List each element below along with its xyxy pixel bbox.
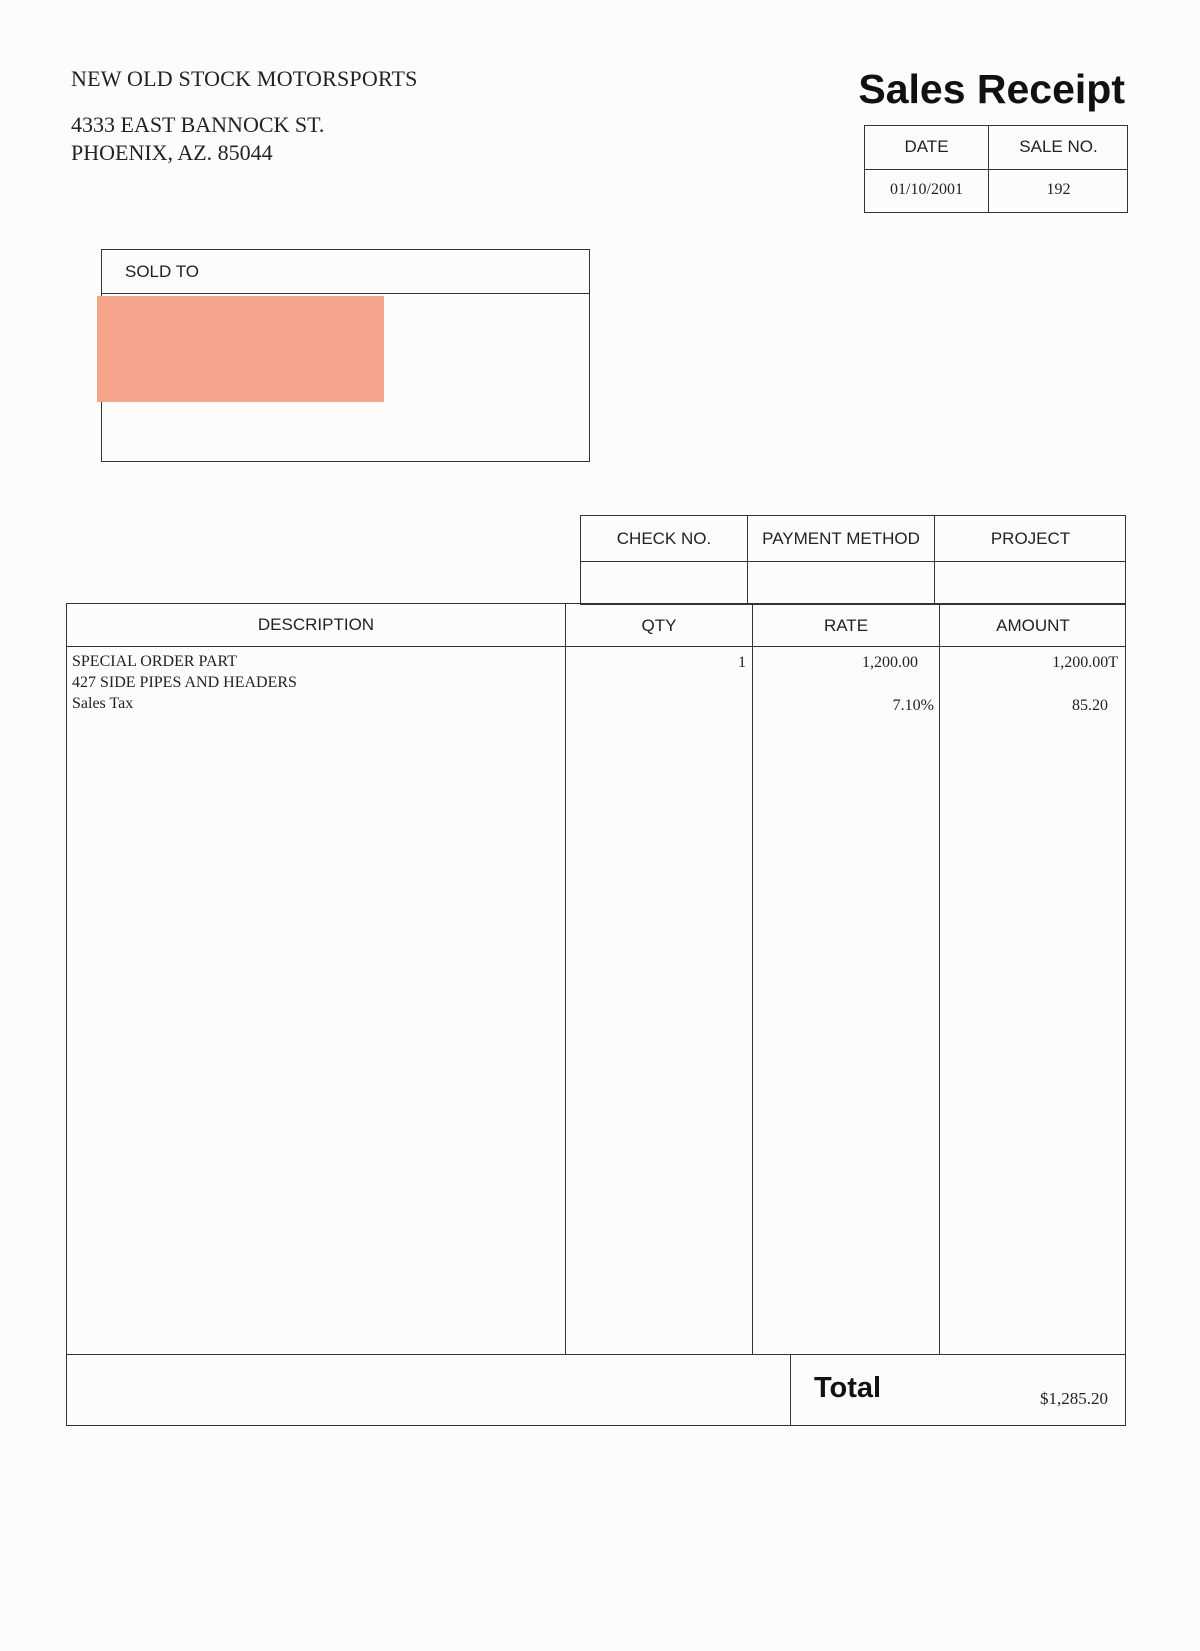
date-sale-divider <box>864 169 1128 170</box>
check-no-label: CHECK NO. <box>616 529 712 548</box>
total-value: $1,285.20 <box>1040 1389 1108 1408</box>
company-name: NEW OLD STOCK MOTORSPORTS <box>71 66 418 91</box>
items-col-sep-qty <box>565 603 566 1354</box>
project-label: PROJECT <box>990 529 1071 548</box>
item-rate: 1,200.00 <box>862 654 918 671</box>
item-description: SPECIAL ORDER PART <box>72 653 237 670</box>
item-rate: 7.10% <box>892 697 934 714</box>
items-table <box>66 603 1126 1426</box>
item-description: Sales Tax <box>72 695 134 712</box>
qty-header: QTY <box>641 616 677 635</box>
total-label: Total <box>814 1372 882 1404</box>
company-city-state-zip: PHOENIX, AZ. 85044 <box>71 140 273 165</box>
sale-number: 192 <box>1046 181 1071 198</box>
description-header: DESCRIPTION <box>257 615 375 634</box>
rate-header: RATE <box>823 616 869 635</box>
sold-to-divider <box>101 293 590 294</box>
item-qty: 1 <box>738 654 746 671</box>
items-footer-divider <box>66 1354 1126 1355</box>
payment-info-divider <box>580 561 1126 562</box>
company-street-address: 4333 EAST BANNOCK ST. <box>71 112 325 137</box>
document-title: Sales Receipt <box>858 66 1125 112</box>
total-separator <box>790 1354 791 1426</box>
items-header-divider <box>66 646 1126 647</box>
item-amount: 85.20 <box>1072 697 1108 714</box>
amount-header: AMOUNT <box>996 616 1070 635</box>
payment-method-label: PAYMENT METHOD <box>762 529 920 548</box>
item-amount: 1,200.00T <box>1052 654 1118 671</box>
sale-date: 01/10/2001 <box>890 181 963 198</box>
redacted-customer-info <box>97 296 384 402</box>
sale-no-label: SALE NO. <box>1019 137 1098 156</box>
date-label: DATE <box>904 137 949 156</box>
item-description: 427 SIDE PIPES AND HEADERS <box>72 674 297 691</box>
sold-to-label: SOLD TO <box>125 262 200 281</box>
